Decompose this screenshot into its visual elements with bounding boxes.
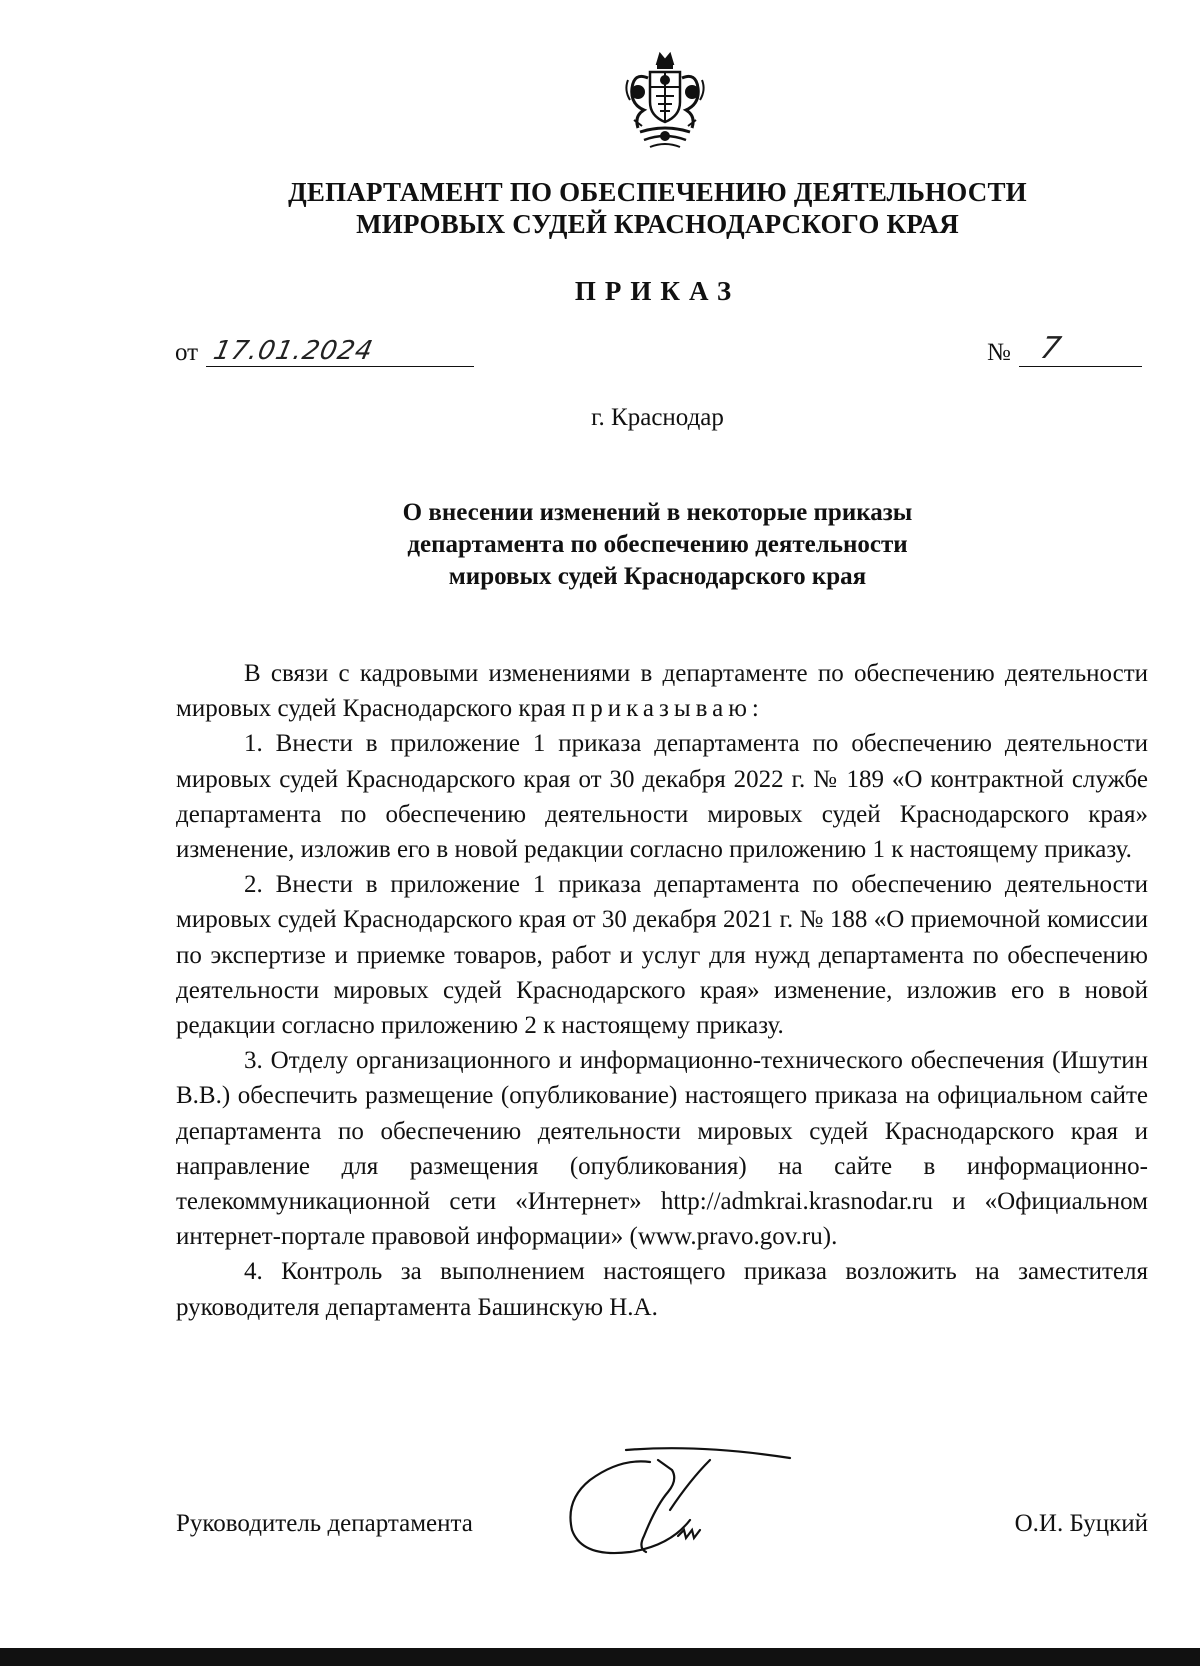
handwritten-date: 17.01.2024 bbox=[210, 336, 377, 366]
number-underline bbox=[1019, 331, 1142, 367]
subject-line-2: департамента по обеспечению деятельности bbox=[407, 531, 908, 558]
document-subject bbox=[150, 497, 1165, 593]
organization-title-line-2: МИРОВЫХ СУДЕЙ КРАСНОДАРСКОГО КРАЯ bbox=[356, 209, 959, 239]
number-field bbox=[987, 331, 1142, 367]
signature-block bbox=[176, 1510, 1148, 1550]
subject-line-1: О внесении изменений в некоторые приказы bbox=[402, 499, 913, 526]
scan-edge-bar bbox=[0, 1648, 1200, 1666]
signatory-title: Руководитель департамента bbox=[176, 1510, 473, 1537]
coat-of-arms-icon bbox=[620, 50, 710, 155]
city: г. Краснодар bbox=[591, 404, 724, 431]
item-1-paragraph: 1. Внести в приложение 1 приказа департамента по обеспечению деятельности мировых судей Краснодарского края от 30 декабря 2022 г. № 189 «О контрактной службе департамента по обеспечению деятельности мировых судей Краснодарского края» изменение, изложив его в новой редакции согласно приложению 1 к настоящему приказу. bbox=[176, 730, 1148, 864]
date-underline bbox=[206, 338, 474, 367]
organization-title-line-1: ДЕПАРТАМЕНТ ПО ОБЕСПЕЧЕНИЮ ДЕЯТЕЛЬНОСТИ bbox=[288, 177, 1027, 207]
number-prefix: № bbox=[987, 339, 1011, 366]
handwritten-signature-icon bbox=[560, 1440, 800, 1570]
date-prefix: от bbox=[175, 339, 199, 366]
signatory-name: О.И. Буцкий bbox=[1014, 1510, 1148, 1537]
item-2-paragraph: 2. Внести в приложение 1 приказа департамента по обеспечению деятельности мировых судей Краснодарского края от 30 декабря 2021 г. № 188 «О приемочной комиссии по экспертизе и приемке товаров, работ и услуг для нужд департамента по обеспечению деятельности мировых судей Краснодарского края» изменение, изложив его в новой редакции согласно приложению 2 к настоящему приказу. bbox=[176, 871, 1148, 1040]
item-3-paragraph: 3. Отделу организационного и информационно-технического обеспечения (Ишутин В.В.) обеспечить размещение (опубликование) настоящего приказа на официальном сайте департамента по обеспечению деятельности мировых судей Краснодарского края и направление для размещения (опубликования) на сайте в информационно-телекоммуникационной сети «Интернет» http://admkrai.krasnodar.ru и «Официальном интернет-портале правовой информации» (www.pravo.gov.ru). bbox=[176, 1047, 1148, 1251]
intro-text: В связи с кадровыми изменениями в департаменте по обеспечению деятельности мировых судей Краснодарского края bbox=[176, 660, 1148, 723]
intro-paragraph bbox=[176, 656, 1148, 726]
order-word: приказываю: bbox=[571, 695, 764, 723]
subject-line-3: мировых судей Краснодарского края bbox=[448, 563, 867, 590]
document-type: ПРИКАЗ bbox=[574, 276, 741, 306]
date-field bbox=[175, 338, 474, 367]
item-4-paragraph: 4. Контроль за выполнением настоящего приказа возложить на заместителя руководителя департамента Башинскую Н.А. bbox=[176, 1258, 1148, 1321]
organization-title bbox=[150, 176, 1165, 240]
handwritten-number: 7 bbox=[1037, 331, 1064, 366]
document-body bbox=[176, 656, 1148, 1325]
